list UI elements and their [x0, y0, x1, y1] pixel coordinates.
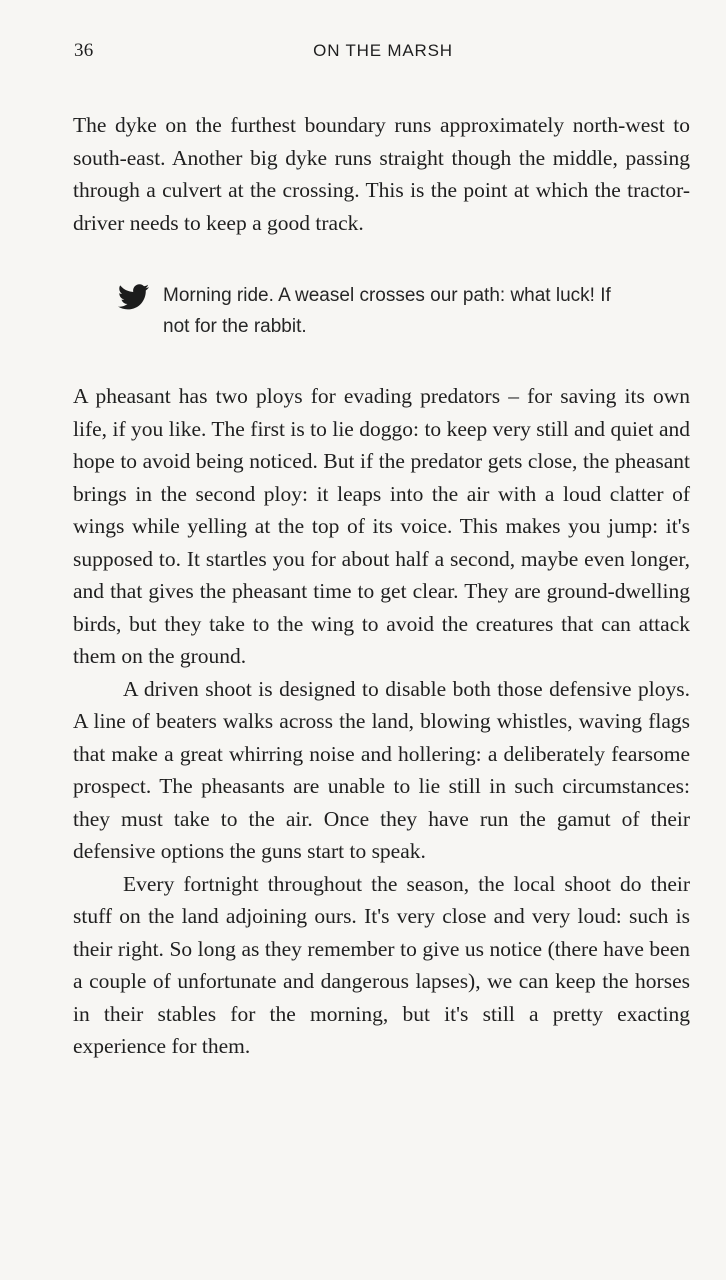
main-text-block	[73, 380, 690, 1063]
opening-paragraph-block	[73, 109, 690, 239]
paragraph-pheasant-ploys: A pheasant has two ploys for evading predators – for saving its own life, if you like. The first is to lie doggo: to keep very still and quiet and hope to avoid being noticed. But if the predator gets close, the pheasant brings in the second ploy: it leaps into the air with a loud clatter of wings while yelling at the top of its voice. This makes you jump: it's supposed to. It startles you for about half a second, maybe even longer, and that gives the pheasant time to get clear. They are ground-dwelling birds, but they take to the wing to avoid the creatures that can attack them on the ground.	[73, 384, 690, 668]
paragraph-dyke: The dyke on the furthest boundary runs approximately north-west to south-east. Another big dyke runs straight though the middle, passing through a culvert at the crossing. This is the point at which the tractor-driver needs to keep a good track.	[73, 113, 690, 235]
page-header	[74, 40, 692, 64]
page-number: 36	[74, 40, 94, 61]
tweet-text: Morning ride. A weasel crosses our path: what luck! If not for the rabbit.	[163, 285, 611, 337]
paragraph-local-shoot: Every fortnight throughout the season, the local shoot do their stuff on the land adjoining ours. It's very close and very loud: such is their right. So long as they remember to give us notice (there have been a couple of unfortunate and dangerous lapses), we can keep the horses in their stables for the morning, but it's still a pretty exacting experience for them.	[73, 871, 690, 1058]
tweet-quote	[118, 280, 638, 342]
bird-icon	[118, 284, 149, 310]
paragraph-driven-shoot: A driven shoot is designed to disable both those defensive ploys. A line of beaters walks across the land, blowing whistles, waving flags that make a great whirring noise and hollering: a deliberately fearsome prospect. The pheasants are unable to lie still in such circumstances: they must take to the air. Once they have run the gamut of their defensive options the guns start to speak.	[73, 676, 690, 863]
running-head: ON THE MARSH	[313, 41, 453, 60]
